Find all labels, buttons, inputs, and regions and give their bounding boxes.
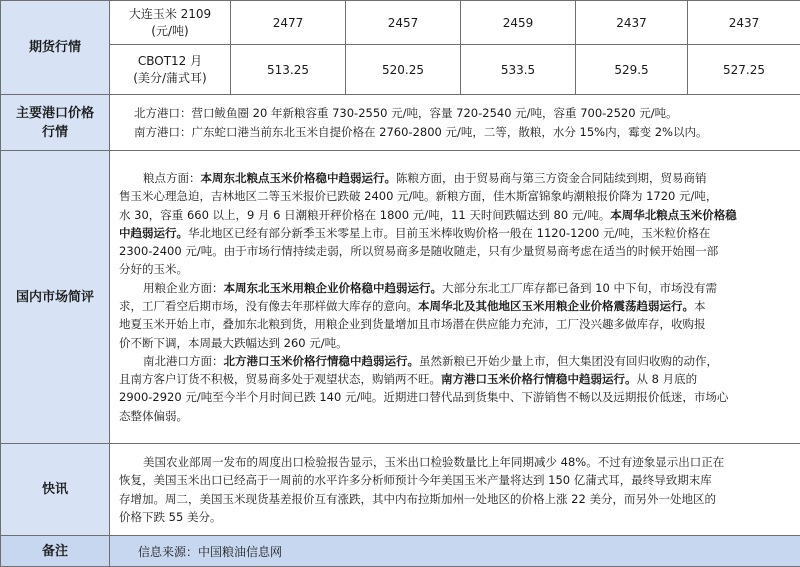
cbot-price-day1: 513.25 [231,45,346,95]
dalian-price-day1: 2477 [231,1,346,45]
news-section-title: 快讯 [1,444,110,536]
cbot-label [110,45,231,95]
ports-row [1,95,800,151]
futures-row-dalian [1,1,800,45]
port-market-line4: 态整体偏弱。 [119,407,792,425]
dalian-corn-label [110,1,231,45]
futures-row-cbot [1,45,800,95]
port-market-line3: 2900-2920 元/吨至今半个月时间已跌 140 元/吨。近期进口替代品到货集中、下游销售不畅以及远期报价低迷，市场心 [119,388,792,406]
cbot-price-day5: 527.25 [688,45,800,95]
dalian-price-day3: 2459 [461,1,576,45]
ports-title-line1: 主要港口价格 [1,104,109,123]
dalian-price-day4: 2437 [576,1,688,45]
port-market-bold1: 北方港口玉米价格行情稳中趋弱运行。 [224,354,420,368]
grain-origin-line2: 售玉米心理急迫，吉林地区二等玉米报价已跌破 2400 元/吨。新粮方面，佳木斯富锦象屿潮粮报价降为 1720 元/吨， [119,187,792,205]
grain-origin-lead: 粮点方面： [143,171,201,185]
news-line2: 恢复，美国玉米出口已经高于一周前的水平许多分析师预计今年美国玉米产量将达到 150 亿蒲式耳，最终导致期末库 [119,471,792,489]
consumer-lead: 用粮企业方面： [143,281,224,295]
dalian-corn-label-line1: 大连玉米 2109 [110,6,230,23]
grain-origin-text4: 华北地区已经有部分新季玉米零星上市。目前玉米棒收购价格一般在 1120-1200 元/吨，玉米粒价格在 [188,226,710,240]
grain-origin-line4 [119,224,792,242]
port-market-text2: 且南方客户订货不积极，贸易商多处于观望状态，购销两不旺。 [119,372,441,386]
ports-section-title [1,95,110,151]
news-line4: 价格下跌 55 美分。 [119,508,792,526]
news-line1: 美国农业部周一发布的周度出口检验报告显示，玉米出口检验数量比上年同期减少 48%。不过有迹象显示出口正在 [119,453,792,471]
consumer-bold1: 本周东北玉米用粮企业价格稳中趋弱运行。 [224,281,443,295]
cbot-price-day4: 529.5 [576,45,688,95]
consumer-line1 [119,279,792,297]
cbot-price-day2: 520.25 [346,45,461,95]
note-row [1,536,800,567]
futures-section-title: 期货行情 [1,1,110,95]
grain-origin-text1: 陈粮方面，由于贸易商与第三方资金合同陆续到期，贸易商销 [396,171,707,185]
port-market-line1 [119,352,792,370]
north-port-text: 北方港口：营口鲅鱼圈 20 年新粮容重 730-2550 元/吨，容量 720-2540 元/吨，容重 700-2520 元/吨。 [119,104,792,122]
consumer-text1: 大部分东北工厂库存都已备到 10 中下旬，市场没有需 [442,281,717,295]
consumer-bold2: 本周华北及其他地区玉米用粮企业价格震荡趋弱运行。 [418,299,694,313]
domestic-content [110,151,800,444]
grain-origin-line1 [119,169,792,187]
ports-content [110,95,800,151]
port-market-lead: 南北港口方面： [143,354,224,368]
cbot-price-day3: 533.5 [461,45,576,95]
port-market-bold2: 南方港口玉米价格行情稳中趋弱运行。 [441,372,637,386]
grain-origin-line6: 分好的玉米。 [119,260,792,278]
south-port-text: 南方港口：广东蛇口港当前东北玉米自提价格在 2760-2800 元/吨，二等，散粮，水分 15%内，霉变 2%以内。 [119,123,792,141]
grain-origin-bold2-cont: 中趋弱运行。 [119,226,188,240]
cbot-label-line2: (美分/蒲式耳) [110,70,230,87]
port-market-paragraph [119,352,792,425]
ports-title-line2: 行情 [1,123,109,142]
news-row [1,444,800,536]
grain-origin-bold1: 本周东北粮点玉米价格稳中趋弱运行。 [201,171,397,185]
port-market-line2 [119,370,792,388]
consumer-line3: 地夏玉米开始上市，叠加东北粮到货，用粮企业到货量增加且市场潜在供应能力充沛，工厂没兴趣多做库存，收购报 [119,315,792,333]
note-section-title: 备注 [1,536,110,567]
dalian-corn-label-line2: (元/吨) [110,23,230,40]
port-market-text2-tail: 从 8 月底的 [637,372,698,386]
news-content [110,444,800,536]
dalian-price-day5: 2437 [688,1,800,45]
port-market-text1: 虽然新粮已开始少量上市，但大集团没有回归收购的动作， [419,354,718,368]
grain-origin-paragraph [119,169,792,279]
grain-origin-bold2: 本周华北粮点玉米价格稳 [610,208,737,222]
news-line3: 存增加。周二，美国玉米现货基差报价互有涨跌，其中内布拉斯加州一处地区的价格上涨 22 美分，而另外一处地区的 [119,490,792,508]
domestic-row [1,151,800,444]
consumer-line4: 价不断下调，本周最大跌幅达到 260 元/吨。 [119,334,792,352]
cbot-label-line1: CBOT12 月 [110,53,230,70]
consumer-paragraph [119,279,792,352]
note-source-text: 信息来源：中国粮油信息网 [110,536,800,567]
consumer-text2: 求，工厂看空后期市场，没有像去年那样做大库存的意向。 [119,299,418,313]
consumer-text2-tail: 本 [694,299,706,313]
grain-origin-text3: 水 30，容重 660 以上，9 月 6 日潮粮开秤价格在 1800 元/吨，11 天时间跌幅达到 80 元/吨。 [119,208,610,222]
grain-origin-line5: 2300-2400 元/吨。由于市场行情持续走弱，所以贸易商多是随收随走，只有少量贸易商考虑在适当的时候开始囤一部 [119,242,792,260]
consumer-line2 [119,297,792,315]
dalian-price-day2: 2457 [346,1,461,45]
grain-origin-line3 [119,206,792,224]
domestic-section-title: 国内市场简评 [1,151,110,444]
